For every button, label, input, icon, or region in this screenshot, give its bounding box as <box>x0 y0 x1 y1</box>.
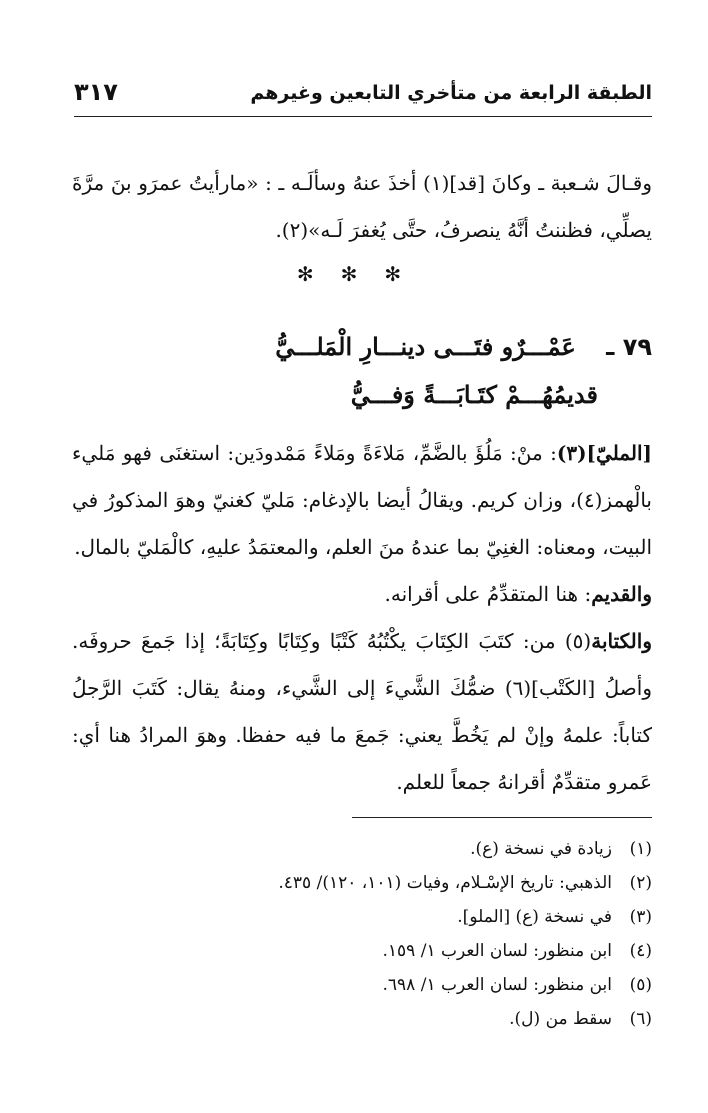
explanation-text: : منْ: مَلُؤَ بالضَّمِّ، مَلاءَةً ومَلاءً مَمْدودَين: استغنَى فهو مَليء بالْهمز(٤)، وزان كريم. ويقالُ أيضا بالإدغام: مَليّ كغنيّ وهوَ المذكورُ في البيت، ومعناه: الغنِيّ بما عندهُ منَ العلم، والمعتمَدُ عليهِ، كالْمَليّ بالمال. <box>72 441 652 559</box>
footnote-text: زيادة في نسخة (ع). <box>470 839 612 859</box>
page-number: ٣١٧ <box>74 78 118 106</box>
footnote-text: سقط من (ل). <box>509 1009 612 1029</box>
footnote-item <box>72 900 652 934</box>
running-header <box>74 76 652 117</box>
footnote-divider <box>352 817 652 818</box>
explanation-paragraph <box>72 430 652 571</box>
footnote-number: (٦) <box>629 1009 652 1029</box>
footnote-item <box>72 832 652 866</box>
entry-verse-first: عَمْـــرٌو فتَـــى دينـــارِ الْمَلـــيُّ <box>275 332 576 361</box>
entry-verse-second: قديمُهُـــمْ كتَـابَـــةً وَفـــيُّ <box>350 380 598 409</box>
explanation-term: والقديم <box>591 582 652 606</box>
footnotes-list <box>72 832 652 1036</box>
explanation-text: (٥) من: كتَبَ الكِتَابَ يكْتُبُهُ كَتْبًا وكِتَابًا وكِتَابَةً؛ إذا جَمعَ حروفَه. وأصلُ [الكَتْب](٦) ضمُّكَ الشَّيءَ إلى الشَّيء، ومنهُ يقال: كَتَبَ الرَّجلُ كتاباً: علمهُ وإنْ لم يَخُطَّ يعني: جَمعَ ما فيه حفظا. وهوَ المرادُ هنا أي: عَمرو متقدِّمٌ أقرانهُ جمعاً للعلم. <box>72 629 652 794</box>
section-separator: ✻ ✻ ✻ <box>296 262 412 286</box>
footnote-text: ابن منظور: لسان العرب ١/ ٦٩٨. <box>382 975 612 995</box>
entry-number: ٧٩ ـ <box>606 333 652 361</box>
intro-text: وقـالَ شـعبة ـ وكانَ [قد](١) أخذَ عنهُ وسألَـه ـ : «مارأيتُ عمرَو بنَ مرَّةَ يصلِّي، فظننتُ أنَّهُ ينصرفُ، حتَّى يُغفرَ لَـه»(٢). <box>72 171 652 242</box>
explanation-paragraph <box>72 571 652 618</box>
explanation-term: والكتابة <box>591 629 652 653</box>
explanation-text: : هنا المتقدِّمُ على أقرانه. <box>384 582 592 606</box>
footnote-text: الذهبي: تاريخ الإسْـلام، وفيات (١٠١، ١٢٠)/ ٤٣٥. <box>278 873 612 893</box>
explanation-term: [المليّ](٣) <box>556 441 652 465</box>
running-title: الطبقة الرابعة من متأخري التابعين وغيرهم <box>250 82 652 104</box>
footnote-item <box>72 866 652 900</box>
footnote-number: (٥) <box>629 975 652 995</box>
footnote-item <box>72 968 652 1002</box>
footnote-number: (١) <box>629 839 652 859</box>
entry-heading <box>275 332 652 361</box>
footnote-number: (٣) <box>629 907 652 927</box>
footnote-item <box>72 934 652 968</box>
explanation-paragraph <box>72 618 652 806</box>
footnote-text: في نسخة (ع) [الملو]. <box>457 907 612 927</box>
intro-paragraph <box>72 160 652 254</box>
explanation-block <box>72 430 652 806</box>
footnote-number: (٢) <box>629 873 652 893</box>
footnote-number: (٤) <box>629 941 652 961</box>
footnote-item <box>72 1002 652 1036</box>
footnote-text: ابن منظور: لسان العرب ١/ ١٥٩. <box>382 941 612 961</box>
